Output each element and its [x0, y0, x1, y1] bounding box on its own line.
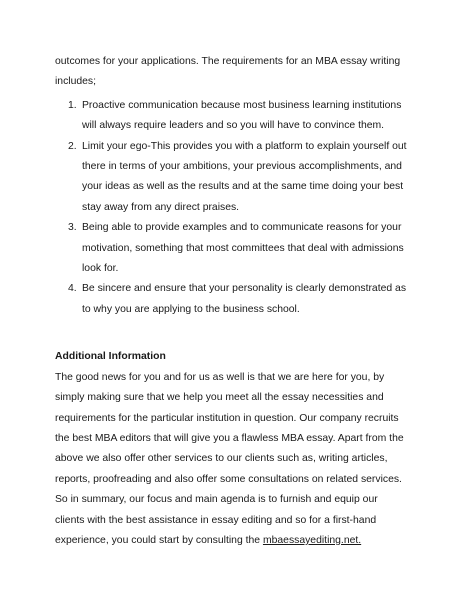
- list-item: [55, 279, 407, 320]
- body-paragraph: [55, 368, 407, 552]
- list-item-text: Proactive communication because most business learning institutions will always require leaders and so you will have to convince them.: [82, 99, 402, 132]
- list-item-text: Be sincere and ensure that your personality is clearly demonstrated as to why you are applying to the business school.: [82, 283, 407, 315]
- list-item-number: 3.: [68, 222, 77, 234]
- intro-paragraph: outcomes for your applications. The requirements for an MBA essay writing includes;: [55, 56, 401, 88]
- list-item: [55, 137, 407, 219]
- list-item-text: Being able to provide examples and to communicate reasons for your motivation, something that most committees that deal with admissions look for.: [82, 222, 404, 275]
- requirements-list: [55, 96, 407, 320]
- document-content: [55, 52, 407, 551]
- list-item-number: 1.: [68, 99, 77, 111]
- body-paragraph-text: The good news for you and for us as well is that we are here for you, by simply making sure that we help you meet all the essay necessities and requirements for the particular institution in question. Our company recruits the best MBA editors that will give you a flawless MBA essay. Apart from the above we also offer other services to our clients such as, writing articles, reports, proofreading and also offer some consultations on related services. So in summary, our focus and main agenda is to furnish and equip our clients with the best assistance in essay editing and so for a first-hand experience, you could start by consulting the: [55, 371, 404, 546]
- list-item: [55, 218, 407, 279]
- list-item: [55, 96, 407, 137]
- section-heading: Additional Information: [55, 351, 166, 363]
- website-link[interactable]: mbaessayediting.net.: [262, 534, 362, 546]
- list-item-number: 4.: [68, 283, 77, 295]
- list-item-number: 2.: [68, 140, 77, 152]
- list-item-text: Limit your ego-This provides you with a platform to explain yourself out there in terms of your ambitions, your previous accomplishments, and your ideas as well as the results and at the same time doing your best stay away from any direct praises.: [82, 140, 407, 213]
